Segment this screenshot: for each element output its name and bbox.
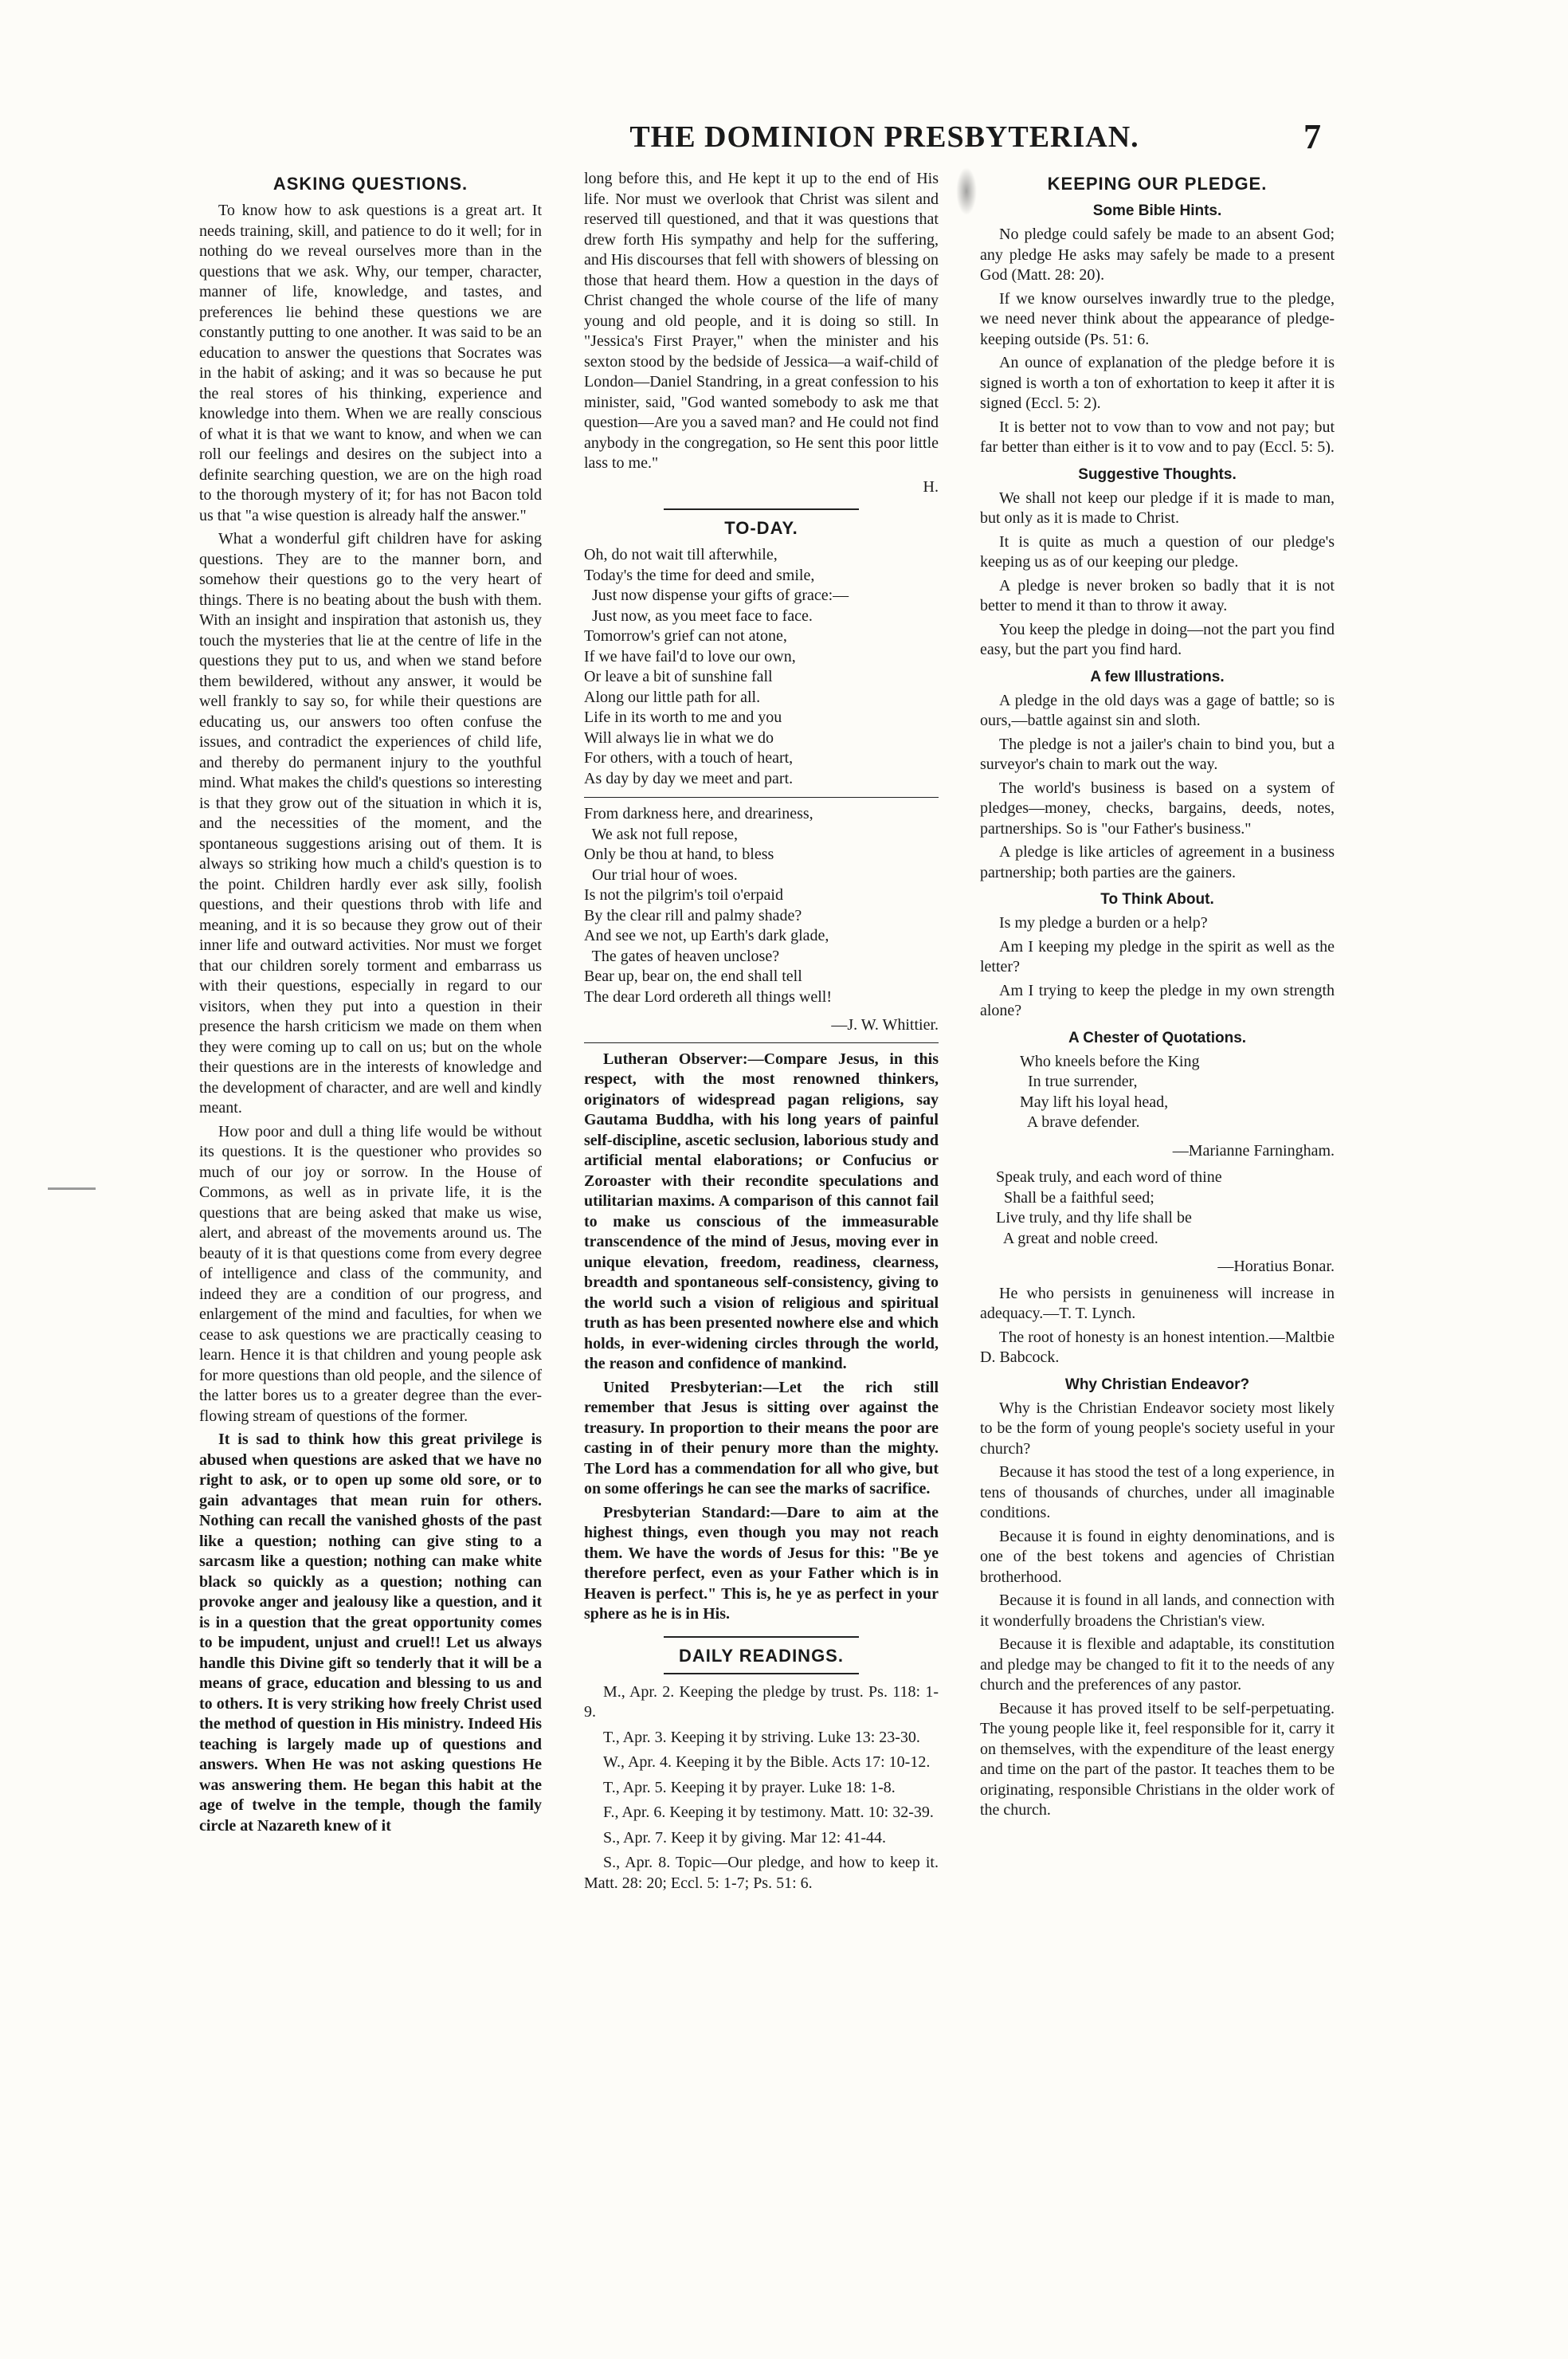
paragraph: The root of honesty is an honest intention.—Maltbie D. Babcock. — [980, 1328, 1335, 1366]
verse-line: Shall be a faithful seed; — [996, 1188, 1154, 1207]
poem-line: From darkness here, and dreariness, — [584, 805, 813, 822]
paragraph: The pledge is not a jailer's chain to bind you, but a surveyor's chain to mark out the way. — [980, 735, 1335, 773]
verse-attribution: —Horatius Bonar. — [1217, 1258, 1335, 1275]
paragraph: An ounce of explanation of the pledge before it is signed is worth a ton of exhortation to keep it after it is signed (Eccl. 5: 2). — [980, 354, 1335, 412]
column-1 — [199, 169, 542, 1839]
paragraph: Am I trying to keep the pledge in my own strength alone? — [980, 981, 1335, 1019]
page-number: 7 — [1303, 117, 1321, 156]
divider — [664, 508, 859, 510]
poem-line: Is not the pilgrim's toil o'erpaid — [584, 886, 783, 904]
poem-line: As day by day we meet and part. — [584, 769, 794, 787]
verse-line: May lift his loyal head, — [1020, 1093, 1169, 1111]
poem-stanza — [584, 545, 939, 789]
reading-item: S., Apr. 8. Topic—Our pledge, and how to keep it. Matt. 28: 20; Eccl. 5: 1-7; Ps. 51: 6. — [584, 1854, 939, 1892]
divider — [664, 1636, 859, 1638]
paragraph: Because it has stood the test of a long experience, in tens of thousands of churches, under all imaginable conditions. — [980, 1463, 1335, 1521]
article-heading: ASKING QUESTIONS. — [272, 174, 468, 194]
quote-paragraph: Lutheran Observer:—Compare Jesus, in this respect, with the most renowned thinkers, originators of widespread pagan religions, say Gautama Buddha, with his long years of painful self-discipline, ascetic seclusion, laborious study and artificial mental elaborations; or Confucius or Zoroaster with their recondite speculations and utilitarian maxims. A comparison of this cannot fail to make us conscious of the immeasurable transcendence of the mind of Jesus, moving ever in unique elevation, freedom, readiness, clearness, breadth and spontaneous self-consistency, giving to the world such a vision of religious and spiritual truth as has been presented nowhere else and which holds, in ever-widening circles through the world, the reason and confidence of mankind. — [584, 1050, 939, 1372]
paragraph: We shall not keep our pledge if it is made to man, but only as it is made to Christ. — [980, 489, 1335, 527]
paragraph: A pledge is never broken so badly that it is not better to mend it than to throw it away. — [980, 576, 1335, 614]
signature: H. — [923, 477, 939, 496]
subheading: Why Christian Endeavor? — [1064, 1376, 1250, 1393]
paragraph: He who persists in genuineness will increase in adequacy.—T. T. Lynch. — [980, 1284, 1335, 1322]
paragraph: Why is the Christian Endeavor society most likely to be the form of young people's society useful in your church? — [980, 1399, 1335, 1458]
poem-attribution: —J. W. Whittier. — [831, 1016, 939, 1034]
poem-line: And see we not, up Earth's dark glade, — [584, 927, 829, 944]
reading-item: T., Apr. 3. Keeping it by striving. Luke 13: 23-30. — [603, 1728, 920, 1746]
paragraph: Because it is found in eighty denominations, and is one of the best tokens and agencies of Christian brotherhood. — [980, 1527, 1335, 1586]
poem-line: Only be thou at hand, to bless — [584, 846, 774, 863]
poem-stanza — [584, 804, 939, 1007]
divider — [664, 1673, 859, 1674]
verse — [996, 1168, 1335, 1249]
poem-line: Along our little path for all. — [584, 688, 761, 706]
paragraph: The world's business is based on a system of pledges—money, checks, bargains, deeds, notes, partnerships. So is "our Father's business." — [980, 779, 1335, 838]
verse-attribution: —Marianne Farningham. — [1172, 1141, 1335, 1160]
paragraph: If we know ourselves inwardly true to the pledge, we need never think about the appearance of pledge-keeping outside (Ps. 51: 6. — [980, 289, 1335, 348]
column-2 — [584, 169, 939, 1898]
verse-line: Speak truly, and each word of thine — [996, 1168, 1222, 1186]
subheading: A Chester of Quotations. — [1068, 1029, 1247, 1046]
paragraph: It is better not to vow than to vow and not pay; but far better than either is it to vow and to pay (Eccl. 5: 5). — [980, 418, 1335, 456]
poem-line: Will always lie in what we do — [584, 728, 774, 747]
paragraph: Am I keeping my pledge in the spirit as well as the letter? — [980, 937, 1335, 975]
poem-line: Oh, do not wait till afterwhile, — [584, 546, 778, 563]
paragraph: A pledge in the old days was a gage of battle; so is ours,—battle against sin and sloth. — [980, 691, 1335, 729]
verse-line: In true surrender, — [1020, 1073, 1138, 1090]
poem-line: Our trial hour of woes. — [584, 865, 738, 884]
poem-line: Or leave a bit of sunshine fall — [584, 668, 773, 685]
paragraph: Because it is found in all lands, and connection with it wonderfully broadens the Christian's view. — [980, 1592, 1335, 1630]
reading-item: F., Apr. 6. Keeping it by testimony. Matt. 10: 32-39. — [603, 1804, 934, 1821]
reading-item: T., Apr. 5. Keeping it by prayer. Luke 18: 1-8. — [603, 1778, 896, 1796]
poem-line: Bear up, bear on, the end shall tell — [584, 968, 802, 985]
paragraph: No pledge could safely be made to an absent God; any pledge He asks may safely be made to a present God (Matt. 28: 20). — [980, 226, 1335, 284]
poem-line: Tomorrow's grief can not atone, — [584, 627, 787, 645]
column-3 — [980, 169, 1335, 1824]
reading-item: M., Apr. 2. Keeping the pledge by trust. Ps. 118: 1-9. — [584, 1682, 939, 1721]
paragraph: long before this, and He kept it up to the end of His life. Nor must we overlook that Christ was silent and reserved till questioned, and that it was questions that drew forth His sympathy and help for the suffering, and His discourses that fell with showers of blessing on those that heard them. How a question in the days of Christ changed the whole course of the life of many young and old people, and it is doing so still. In "Jessica's First Prayer," when the minister and his sexton stood by the bedside of Jessica—a waif-child of London—Daniel Standring, in a great confession to his minister, said, "God wanted somebody to ask me that question—Are you a saved man? and He could not find anybody in the congregation, so He sent this poor little lass to me." — [584, 170, 939, 472]
poem-line: The gates of heaven unclose? — [584, 947, 780, 965]
paragraph: Because it is flexible and adaptable, its constitution and pledge may be changed to fit it to the needs of any church and the preferences of any pastor. — [980, 1635, 1335, 1694]
quote-paragraph: Presbyterian Standard:—Dare to aim at the highest things, even though you may not reach them. We have the words of Jesus for this: "Be ye therefore perfect, even as your Father which is in Heaven is perfect." This is, he ye as perfect in your sphere as he is in His. — [584, 1503, 939, 1623]
verse — [1020, 1052, 1335, 1133]
paragraph: It is quite as much a question of our pledge's keeping us as of our keeping our pledge. — [980, 532, 1335, 571]
paragraph: Because it has proved itself to be self-perpetuating. The young people like it, feel responsible for it, carry it on themselves, with the expenditure of the least energy and time on the part of the pastor. It teaches them to be originating, responsible Christians in the older work of the church. — [980, 1699, 1335, 1819]
poem-line: Life in its worth to me and you — [584, 708, 782, 726]
readings-heading: DAILY READINGS. — [679, 1645, 844, 1666]
paragraph: Is my pledge a burden or a help? — [999, 914, 1208, 932]
subheading: A few Illustrations. — [1090, 668, 1225, 685]
page-header — [0, 117, 1568, 167]
paragraph: It is sad to think how this great privilege is abused when questions are asked that we have no right to ask, or to open up some old sore, or to gain advantages that mean ruin for others. Nothing can recall the vanished ghosts of the past like a question; nothing can give sting to a sarcasm like a question; nothing can make white black so quickly as a question; nothing can provoke anger and jealousy like a question, and it is in a question that the great opportunity comes to be impudent, unjust and cruel!! Let us always handle this Divine gift so tenderly that it will be a means of grace, education and blessing to us and to others. It is very striking how freely Christ used the method of question in His ministry. Indeed His teaching is largely made up of questions and answers. When He was not asking questions He was answering them. He began this habit at the age of twelve in the temple, though the family circle at Nazareth knew of it — [199, 1431, 542, 1835]
reading-item: W., Apr. 4. Keeping it by the Bible. Acts 17: 10-12. — [603, 1753, 931, 1771]
subheading: To Think About. — [1100, 891, 1214, 908]
verse-line: Who kneels before the King — [1020, 1052, 1200, 1070]
poem-line: Today's the time for deed and smile, — [584, 566, 815, 584]
article-heading: KEEPING OUR PLEDGE. — [1047, 174, 1268, 194]
poem-line: If we have fail'd to love our own, — [584, 647, 796, 665]
verse-line: A great and noble creed. — [996, 1229, 1158, 1247]
reading-item: S., Apr. 7. Keep it by giving. Mar 12: 41-44. — [603, 1828, 886, 1847]
paragraph: To know how to ask questions is a great art. It needs training, skill, and patience to do it well; for in nothing do we reveal ourselves more than in the questions that we ask. Why, our temper, character, manner of life, knowledge, and tastes, and preferences lie behind these questions we are constantly putting to one another. It was said to be an education to answer the questions that Socrates was in the habit of asking; and it was so because he put the real stores of his thinking, experience and knowledge into them. When we are really conscious of what it is that we want to know, and when we can roll our feelings and desires on the subject into a definite searching question, we are on the high road to the thorough mystery of it; for has not Bacon told us that "a wise question is already half the answer." — [199, 202, 542, 524]
divider — [584, 1042, 939, 1043]
paragraph: How poor and dull a thing life would be without its questions. It is the questioner who provides so much of our joy or sorrow. In the House of Commons, as well as in private life, it is the questions that are being asked that make us wise, alert, and abreast of the movements around us. The beauty of it is that questions come from every degree of intelligence and class of the community, and indeed they are a condition of our progress, and enlargement of the mind and faculties, for when we cease to ask questions we are practically ceasing to learn. Hence it is that children and young people ask for more questions than old people, and the silence of the latter bores us to a greater degree than the ever-flowing stream of questions of the former. — [199, 1122, 542, 1425]
divider — [584, 797, 939, 798]
verse-line: Live truly, and thy life shall be — [996, 1209, 1192, 1227]
poem-line: We ask not full repose, — [584, 825, 738, 843]
poem-line: Just now dispense your gifts of grace:— — [584, 587, 849, 604]
paragraph: A pledge is like articles of agreement in a business partnership; both parties are the gainers. — [980, 843, 1335, 881]
poem-line: Just now, as you meet face to face. — [584, 606, 813, 625]
poem-line: By the clear rill and palmy shade? — [584, 906, 802, 924]
subheading: Suggestive Thoughts. — [1078, 465, 1237, 483]
quote-paragraph: United Presbyterian:—Let the rich still remember that Jesus is sitting over against the treasury. In proportion to their means the poor are casting in of their penury more than the mighty. The Lord has a commendation for all who give, but on some offerings he can see the marks of sacrifice. — [584, 1378, 939, 1497]
poem-heading: TO-DAY. — [724, 518, 798, 538]
masthead: THE DOMINION PRESBYTERIAN. — [629, 120, 1139, 154]
subheading: Some Bible Hints. — [1092, 202, 1222, 219]
paragraph: You keep the pledge in doing—not the part you find easy, but the part you find hard. — [980, 620, 1335, 658]
poem-line: The dear Lord ordereth all things well! — [584, 987, 832, 1006]
poem-line: For others, with a touch of heart, — [584, 749, 794, 767]
margin-mark — [48, 1187, 96, 1190]
verse-line: A brave defender. — [1020, 1113, 1140, 1131]
ink-blot — [956, 167, 977, 215]
paragraph: What a wonderful gift children have for asking questions. They are to the manner born, and somehow their questions go to the very heart of things. There is no beating about the bush with them. With an insight and inspiration that astonish us, they touch the mysteries that lie at the centre of life in the questions they put to us, and when we stand before them bewildered, without any answer, it would be well frankly to say so, for while their questions are educating us, our answers too often confuse the issues, and contradict the experiences of child life, and thereby do permanent injury to the youthful mind. What makes the child's questions so interesting is that they grow out of the situation in which it is, and the necessities of the moment, and the spontaneous suggestions arising out of them. It is always so striking how much a child's question is to the point. Children hardly ever ask silly, foolish questions, and their questions throb with life and meaning, and it is so because they grow out of their inner life and outward activities. Nor must we forget that our children sorely torment and embarrass us with their questions, especially in regard to our visitors, when they put into a question in their presence the harsh criticism we made on them when they were coming up to call on us; but on the whole their questions are in the interests of knowledge and the development of character, and are well and kindly meant. — [199, 530, 542, 1117]
